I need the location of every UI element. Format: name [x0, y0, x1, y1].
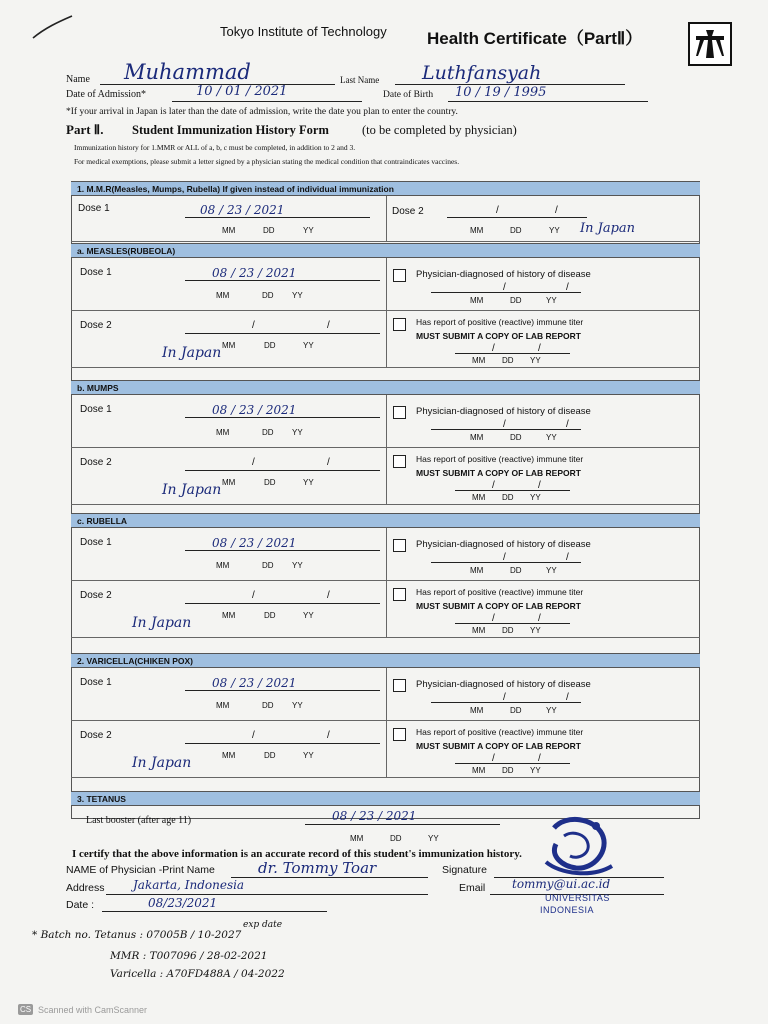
physician-diagnosed-label: Physician-diagnosed of history of disease [416, 406, 591, 417]
stamp-text-1: UNIVERSITAS [545, 893, 610, 903]
yy-label: YY [303, 478, 314, 487]
titech-logo-icon [688, 22, 732, 66]
measles-dose2-label: Dose 2 [80, 320, 112, 331]
yy-label: YY [292, 428, 303, 437]
dd-label: DD [264, 751, 276, 760]
tetanus-booster-label: Last booster (after age 11) [86, 815, 192, 826]
camscanner-text: Scanned with CamScanner [38, 1005, 148, 1015]
mm-label: MM [472, 356, 486, 365]
mm-label: MM [472, 626, 486, 635]
dd-label: DD [262, 428, 274, 437]
immune-titer-label: Has report of positive (reactive) immune titer [416, 587, 584, 597]
mm-label: MM [470, 433, 484, 442]
slash: / [538, 753, 541, 764]
lab-report-label: MUST SUBMIT A COPY OF LAB REPORT [416, 601, 581, 611]
page-title: Health Certificate（PartⅡ） [427, 29, 643, 48]
lastname-label: Last Name [340, 75, 380, 85]
mm-label: MM [216, 701, 230, 710]
yy-label: YY [546, 706, 557, 715]
measles-titer-checkbox[interactable] [393, 318, 406, 331]
physician-diagnosed-label: Physician-diagnosed of history of disease [416, 539, 591, 550]
instruction-2: For medical exemptions, please submit a letter signed by a physician stating the medical condition that contraindicates vaccines. [74, 157, 460, 166]
slash: / [252, 730, 255, 741]
mumps-dose2-label: Dose 2 [80, 457, 112, 468]
mumps-dose2-note: In Japan [162, 482, 222, 498]
dd-label: DD [510, 296, 522, 305]
dob-label: Date of Birth [383, 90, 434, 100]
dd-label: DD [510, 706, 522, 715]
mm-label: MM [216, 291, 230, 300]
yy-label: YY [549, 226, 560, 235]
slash: / [566, 419, 569, 430]
rubella-dose2-label: Dose 2 [80, 590, 112, 601]
dd-label: DD [390, 834, 402, 843]
section-mumps: b. MUMPS [71, 380, 700, 395]
yy-label: YY [303, 226, 314, 235]
slash: / [555, 205, 558, 216]
yy-label: YY [546, 433, 557, 442]
dd-label: DD [502, 766, 514, 775]
slash: / [566, 552, 569, 563]
mm-label: MM [216, 561, 230, 570]
immune-titer-label: Has report of positive (reactive) immune titer [416, 454, 584, 464]
dd-label: DD [264, 341, 276, 350]
mm-label: MM [472, 493, 486, 502]
measles-dose1-value: 08 / 23 / 2021 [212, 266, 297, 280]
slash: / [503, 552, 506, 563]
dd-label: DD [262, 561, 274, 570]
dd-label: DD [262, 701, 274, 710]
slash: / [492, 753, 495, 764]
name-label: Name [66, 74, 90, 85]
section-rubella: c. RUBELLA [71, 513, 700, 528]
yy-label: YY [530, 493, 541, 502]
slash: / [252, 590, 255, 601]
slash: / [327, 457, 330, 468]
email-label: Email [459, 882, 486, 894]
date-label: Date : [66, 899, 95, 911]
batch-line-3: Varicella : A70FD488A / 04-2022 [110, 968, 285, 980]
pen-stroke-mark [30, 14, 75, 42]
section-measles: a. MEASLES(RUBEOLA) [71, 243, 700, 258]
dob-value: 10 / 19 / 1995 [455, 85, 547, 100]
varicella-dose1-label: Dose 1 [80, 677, 112, 688]
mm-label: MM [222, 341, 236, 350]
mm-label: MM [222, 226, 236, 235]
slash: / [327, 320, 330, 331]
slash: / [566, 282, 569, 293]
slash: / [538, 613, 541, 624]
mm-label: MM [470, 296, 484, 305]
slash: / [538, 480, 541, 491]
mumps-diagnosed-checkbox[interactable] [393, 406, 406, 419]
university-stamp-icon [536, 812, 618, 896]
name-value: Muhammad [124, 60, 251, 84]
slash: / [252, 457, 255, 468]
measles-dose1-label: Dose 1 [80, 267, 112, 278]
instruction-1: Immunization history for 1.MMR or ALL of a, b, c must be completed, in addition to 2 and 3. [74, 143, 356, 152]
varicella-diagnosed-checkbox[interactable] [393, 679, 406, 692]
batch-line-2: MMR : T007096 / 28-02-2021 [110, 950, 268, 962]
certify-statement: I certify that the above information is an accurate record of this student's immunization history. [72, 848, 522, 860]
yy-label: YY [303, 751, 314, 760]
dd-label: DD [262, 291, 274, 300]
stamp-text-2: INDONESIA [540, 905, 595, 915]
address-value: Jakarta, Indonesia [133, 878, 245, 892]
form-subtitle: (to be completed by physician) [362, 123, 517, 137]
yy-label: YY [546, 566, 557, 575]
mumps-titer-checkbox[interactable] [393, 455, 406, 468]
camscanner-badge: CS [20, 1005, 32, 1014]
yy-label: YY [292, 561, 303, 570]
slash: / [503, 282, 506, 293]
mmr-dose1-value: 08 / 23 / 2021 [200, 203, 285, 217]
immune-titer-label: Has report of positive (reactive) immune titer [416, 727, 584, 737]
yy-label: YY [530, 626, 541, 635]
section-mmr: 1. M.M.R(Measles, Mumps, Rubella) If given instead of individual immunization [71, 181, 700, 196]
admission-value: 10 / 01 / 2021 [196, 84, 288, 99]
slash: / [492, 480, 495, 491]
dd-label: DD [263, 226, 275, 235]
tetanus-booster-value: 08 / 23 / 2021 [332, 809, 417, 823]
mmr-dose2-note: In Japan [580, 221, 636, 236]
yy-label: YY [303, 611, 314, 620]
dd-label: DD [510, 433, 522, 442]
mm-label: MM [470, 706, 484, 715]
mumps-dose1-label: Dose 1 [80, 404, 112, 415]
yy-label: YY [530, 356, 541, 365]
mm-label: MM [222, 478, 236, 487]
rubella-titer-checkbox[interactable] [393, 588, 406, 601]
mm-label: MM [350, 834, 364, 843]
batch-line-1: * Batch no. Tetanus : 07005B / 10-2027 [32, 929, 242, 941]
dd-label: DD [264, 478, 276, 487]
measles-diagnosed-checkbox[interactable] [393, 269, 406, 282]
mmr-dose2-label: Dose 2 [392, 206, 424, 217]
rubella-dose2-note: In Japan [132, 615, 192, 631]
varicella-dose2-label: Dose 2 [80, 730, 112, 741]
address-label: Address [66, 882, 105, 894]
yy-label: YY [292, 291, 303, 300]
admission-label: Date of Admission* [66, 89, 146, 100]
section-tetanus: 3. TETANUS [71, 791, 700, 806]
immune-titer-label: Has report of positive (reactive) immune titer [416, 317, 584, 327]
rubella-dose1-label: Dose 1 [80, 537, 112, 548]
lab-report-label: MUST SUBMIT A COPY OF LAB REPORT [416, 741, 581, 751]
date-value: 08/23/2021 [148, 896, 218, 910]
slash: / [492, 343, 495, 354]
slash: / [252, 320, 255, 331]
signature-label: Signature [442, 864, 487, 876]
dd-label: DD [502, 356, 514, 365]
section-varicella: 2. VARICELLA(CHIKEN POX) [71, 653, 700, 668]
physician-diagnosed-label: Physician-diagnosed of history of disease [416, 679, 591, 690]
mmr-dose1-label: Dose 1 [78, 203, 110, 214]
part-label: Part Ⅱ. [66, 122, 104, 137]
lab-report-label: MUST SUBMIT A COPY OF LAB REPORT [416, 468, 581, 478]
rubella-diagnosed-checkbox[interactable] [393, 539, 406, 552]
email-value: tommy@ui.ac.id [512, 877, 611, 891]
dd-label: DD [510, 226, 522, 235]
mm-label: MM [472, 766, 486, 775]
dd-label: DD [264, 611, 276, 620]
institute-name: Tokyo Institute of Technology [220, 24, 387, 39]
varicella-dose2-note: In Japan [132, 755, 192, 771]
varicella-titer-checkbox[interactable] [393, 728, 406, 741]
slash: / [538, 343, 541, 354]
lastname-value: Luthfansyah [422, 62, 542, 84]
slash: / [327, 590, 330, 601]
mm-label: MM [470, 566, 484, 575]
form-title: Student Immunization History Form [132, 123, 329, 137]
dd-label: DD [502, 626, 514, 635]
varicella-dose1-value: 08 / 23 / 2021 [212, 676, 297, 690]
rubella-dose1-value: 08 / 23 / 2021 [212, 536, 297, 550]
slash: / [327, 730, 330, 741]
dd-label: DD [502, 493, 514, 502]
arrival-note: *If your arrival in Japan is later than the date of admission, write the date you plan to enter the country. [66, 107, 458, 117]
physician-diagnosed-label: Physician-diagnosed of history of disease [416, 269, 591, 280]
slash: / [492, 613, 495, 624]
mm-label: MM [222, 611, 236, 620]
yy-label: YY [428, 834, 439, 843]
mm-label: MM [470, 226, 484, 235]
yy-label: YY [303, 341, 314, 350]
batch-exp-label: exp date [243, 920, 283, 930]
slash: / [566, 692, 569, 703]
yy-label: YY [546, 296, 557, 305]
physician-label: NAME of Physician -Print Name [66, 864, 215, 876]
slash: / [503, 692, 506, 703]
measles-dose2-note: In Japan [162, 345, 222, 361]
mumps-dose1-value: 08 / 23 / 2021 [212, 403, 297, 417]
lab-report-label: MUST SUBMIT A COPY OF LAB REPORT [416, 331, 581, 341]
yy-label: YY [530, 766, 541, 775]
dd-label: DD [510, 566, 522, 575]
yy-label: YY [292, 701, 303, 710]
slash: / [496, 205, 499, 216]
slash: / [503, 419, 506, 430]
physician-value: dr. Tommy Toar [258, 859, 377, 877]
mm-label: MM [222, 751, 236, 760]
mm-label: MM [216, 428, 230, 437]
